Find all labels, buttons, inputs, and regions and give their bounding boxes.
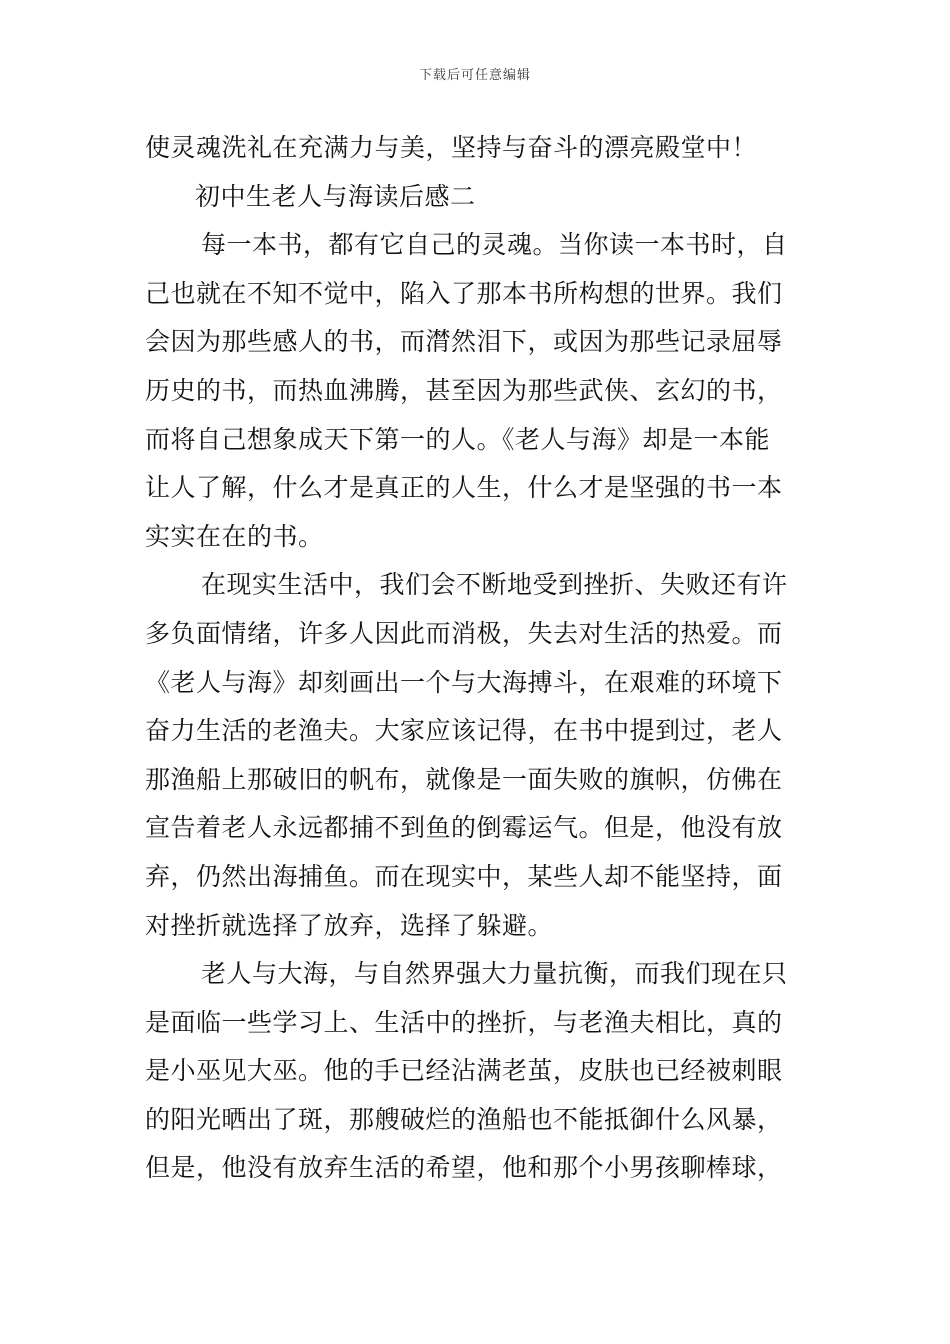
text-line: 宣告着老人永远都捕不到鱼的倒霉运气。但是，他没有放 (145, 813, 783, 843)
text-line: 《老人与海》却刻画出一个与大海搏斗，在艰难的环境下 (145, 667, 783, 697)
text-line: 是面临一些学习上、生活中的挫折，与老渔夫相比，真的 (145, 1007, 783, 1037)
paragraph-start-line: 每一本书，都有它自己的灵魂。当你读一本书时，自 (201, 230, 788, 260)
text-line: 那渔船上那破旧的帆布，就像是一面失败的旗帜，仿佛在 (145, 764, 783, 794)
text-line: 的阳光晒出了斑，那艘破烂的渔船也不能抵御什么风暴， (145, 1104, 783, 1134)
text-line: 让人了解，什么才是真正的人生，什么才是坚强的书一本 (145, 473, 783, 503)
text-line: 使灵魂洗礼在充满力与美，坚持与奋斗的漂亮殿堂中！ (145, 133, 758, 162)
page-header: 下载后可任意编辑 (418, 68, 531, 83)
text-line: 己也就在不知不觉中，陷入了那本书所构想的世界。我们 (145, 278, 783, 308)
text-line: 历史的书，而热血沸腾，甚至因为那些武侠、玄幻的书， (145, 375, 783, 405)
text-line: 对挫折就选择了放弃，选择了躲避。 (145, 910, 554, 940)
text-line: 实实在在的书。 (145, 521, 324, 551)
paragraph-start-line: 在现实生活中，我们会不断地受到挫折、失败还有许 (201, 570, 788, 600)
text-line: 但是，他没有放弃生活的希望，他和那个小男孩聊棒球， (145, 1153, 783, 1183)
text-line: 会因为那些感人的书，而潸然泪下，或因为那些记录屈辱 (145, 327, 783, 357)
text-line: 而将自己想象成天下第一的人。《老人与海》却是一本能 (145, 424, 771, 454)
paragraph-start-line: 老人与大海，与自然界强大力量抗衡，而我们现在只 (201, 959, 788, 989)
text-line: 奋力生活的老渔夫。大家应该记得，在书中提到过，老人 (145, 716, 783, 746)
text-line: 是小巫见大巫。他的手已经沾满老茧，皮肤也已经被刺眼 (145, 1056, 783, 1086)
section-title: 初中生老人与海读后感二 (195, 181, 476, 211)
text-line: 多负面情绪，许多人因此而消极，失去对生活的热爱。而 (145, 618, 783, 648)
document-body (145, 124, 815, 1193)
text-line: 弃，仍然出海捕鱼。而在现实中，某些人却不能坚持，面 (145, 861, 783, 891)
